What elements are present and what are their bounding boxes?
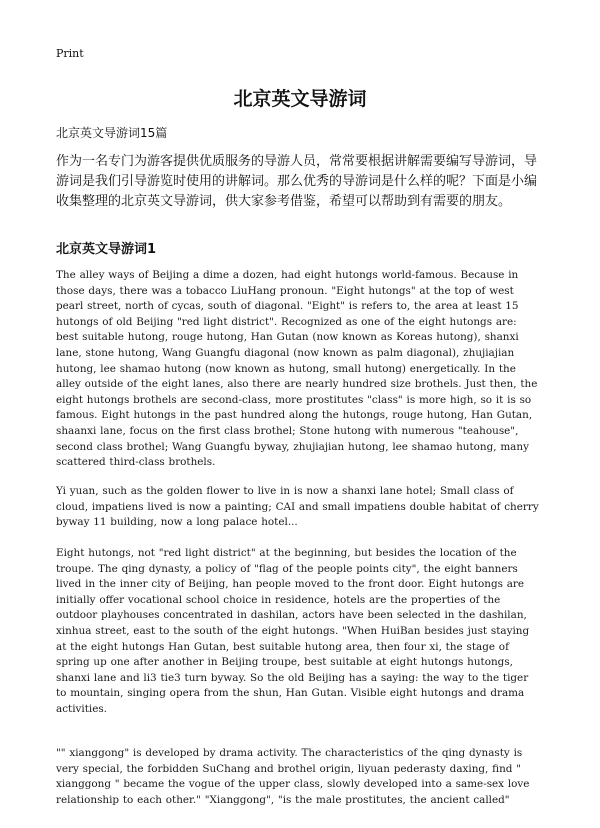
body-paragraph-4: "" xianggong" is developed by drama activity. The characteristics of the qing dynasty is very special, the forbidden SuChang and brothel origin, liyuan pederasty daxing, find " xianggong " became the vogue of the upper class, slowly developed into a same-sex love relationship to each other." "Xianggong", "is the male prostitutes, the ancient called": [56, 747, 530, 806]
body-paragraph-1: The alley ways of Beijing a dime a dozen, had eight hutongs world-famous. Because in those days, there was a tobacco LiuHang pronoun. "Eight hutongs" at the top of west pearl street, north of cycas, south of diagonal. "Eight" is refers to, the area at least 15 hutongs of old Beijing "red light district". Recognized as one of the eight hutongs are: best suitable hutong, rouge hutong, Han Gutan (now known as Koreas hutong), shanxi lane, stone hutong, Wang Guangfu diagonal (now known as palm diagonal), zhujiajian hutong, lee shamao hutong (now known as hutong, small hutong) energetically. In the alley outside of the eight lanes, also there are nearly hundred size brothels. Just then, the eight hutongs brothels are second-class, more prostitutes "class" is more high, so it is so famous. Eight hutongs in the past hundred along the hutongs, rouge hutong, Han Gutan, shaanxi lane, focus on the first class brothel; Stone hutong with numerous "teahouse", second class brothel; Wang Guangfu byway, zhujiajian hutong, lee shamao hutong, many scattered third-class brothels.: [56, 269, 538, 469]
section-heading: 北京英文导游词1: [56, 242, 157, 257]
document-subtitle: 北京英文导游词15篇: [56, 126, 168, 140]
page-title: 北京英文导游词: [233, 88, 367, 110]
body-paragraph-2: Yi yuan, such as the golden flower to live in is now a shanxi lane hotel; Small class of cloud, impatiens lived is now a painting; CAI and small impatiens double habitat of cherry byway 11 building, now a long palace hotel...: [56, 485, 539, 529]
print-link[interactable]: Print: [56, 47, 84, 60]
intro-paragraph: 作为一名专门为游客提供优质服务的导游人员，常常要根据讲解需要编写导游词，导游词是我们引导游览时使用的讲解词。那么优秀的导游词是什么样的呢？下面是小编收集整理的北京英文导游词，供大家参考借鉴，希望可以帮助到有需要的朋友。: [56, 154, 538, 209]
body-paragraph-3: Eight hutongs, not "red light district" at the beginning, but besides the location of the troupe. The qing dynasty, a policy of "flag of the people points city", the eight banners lived in the inner city of Beijing, han people moved to the front door. Eight hutongs are initially offer vocational school choice in residence, hotels are the properties of the outdoor playhouses concentrated in dashilan, actors have been selected in the dashilan, xinhua street, east to the south of the eight hutongs. "When HuiBan besides just staying at the eight hutongs Han Gutan, best suitable hutong area, then four xi, the stage of spring up one after another in Beijing troupe, best suitable at eight hutongs hutongs, shanxi lane and li3 tie3 turn byway. So the old Beijing has a saying: the way to the tiger to mountain, singing opera from the shun, Han Gutan. Visible eight hutongs and drama activities.: [56, 547, 530, 715]
